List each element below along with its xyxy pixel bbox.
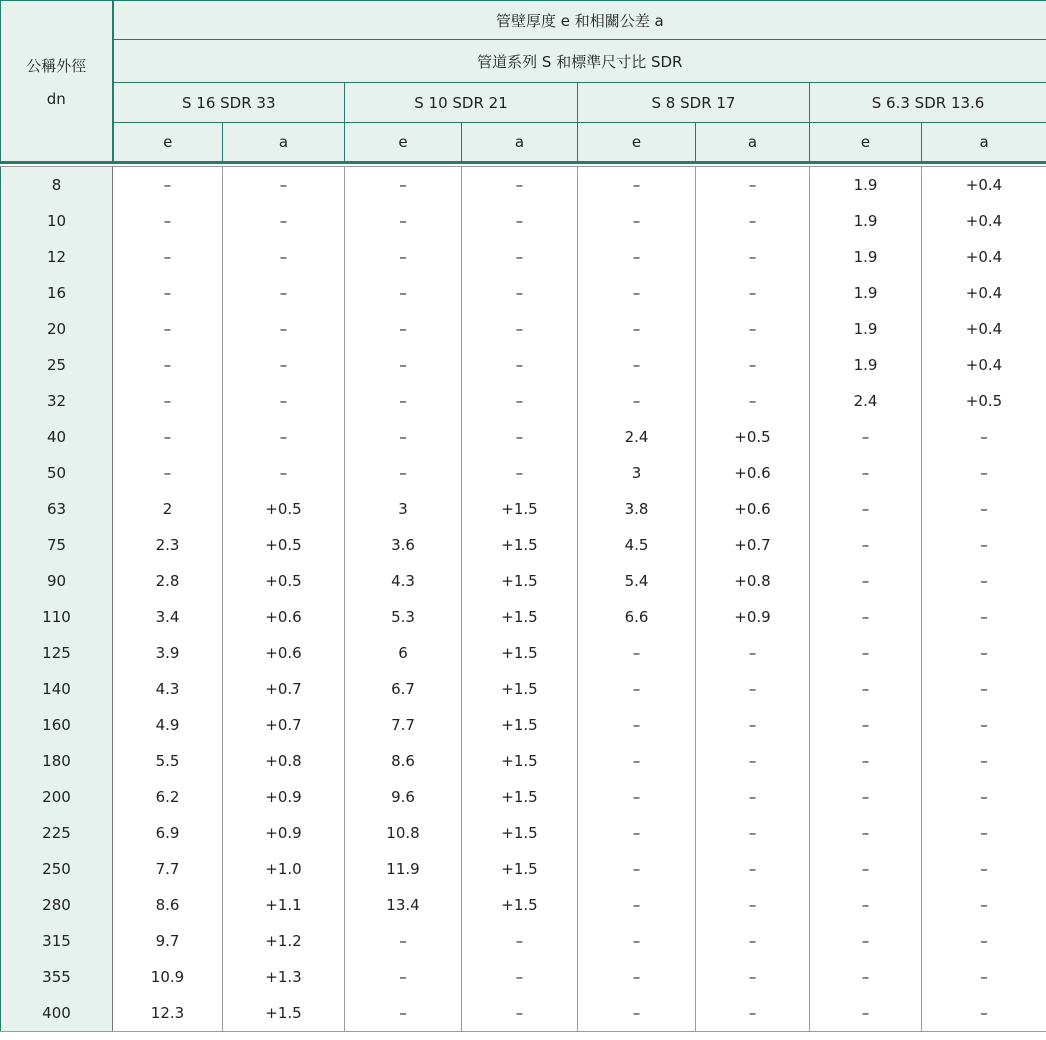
tolerance-cell: +0.8 [696,563,810,599]
tolerance-cell: +1.5 [462,635,578,671]
tolerance-cell: – [223,275,345,311]
thickness-cell: – [810,419,922,455]
dn-cell: 25 [1,347,113,383]
thickness-cell: – [810,851,922,887]
thickness-cell: 6.9 [113,815,223,851]
thickness-cell: – [578,239,696,275]
thickness-cell: – [810,923,922,959]
thickness-cell: – [578,923,696,959]
tolerance-cell: +0.4 [922,203,1046,239]
table-row [1,743,1046,779]
thickness-cell: 3.6 [345,527,462,563]
thickness-cell: 10.8 [345,815,462,851]
table-row [1,347,1046,383]
thickness-cell: – [345,455,462,491]
thickness-cell: 2.4 [578,419,696,455]
thickness-cell: – [113,419,223,455]
thickness-cell: 4.5 [578,527,696,563]
dn-cell: 12 [1,239,113,275]
subcol-header: e [113,123,223,162]
tolerance-cell: – [922,419,1046,455]
dn-cell: 315 [1,923,113,959]
tolerance-cell: – [462,203,578,239]
dn-cell: 8 [1,167,113,204]
thickness-cell: – [810,959,922,995]
tolerance-cell: +1.5 [462,527,578,563]
tolerance-cell: +1.5 [462,851,578,887]
tolerance-cell: +0.6 [223,635,345,671]
thickness-cell: 5.5 [113,743,223,779]
tolerance-cell: +0.9 [223,815,345,851]
table-row [1,923,1046,959]
tolerance-cell: +0.7 [696,527,810,563]
tolerance-cell: – [696,707,810,743]
thickness-cell: 1.9 [810,167,922,204]
thickness-cell: – [810,635,922,671]
thickness-cell: 9.7 [113,923,223,959]
table-row [1,851,1046,887]
thickness-cell: – [578,779,696,815]
tolerance-cell: – [922,491,1046,527]
thickness-cell: 7.7 [113,851,223,887]
tolerance-cell: +0.5 [223,527,345,563]
dn-cell: 110 [1,599,113,635]
thickness-cell: – [345,239,462,275]
tolerance-cell: – [696,203,810,239]
thickness-cell: – [113,167,223,204]
thickness-cell: – [810,491,922,527]
thickness-cell: – [578,671,696,707]
tolerance-cell: – [462,959,578,995]
tolerance-cell: – [696,347,810,383]
dn-cell: 50 [1,455,113,491]
dn-header-cell [1,1,113,162]
thickness-cell: 1.9 [810,275,922,311]
tolerance-cell: +1.5 [462,779,578,815]
tolerance-cell: – [922,563,1046,599]
thickness-cell: – [578,815,696,851]
table-row [1,599,1046,635]
dn-cell: 63 [1,491,113,527]
tolerance-cell: +0.6 [696,455,810,491]
tolerance-cell: +0.9 [696,599,810,635]
tolerance-cell: +1.0 [223,851,345,887]
thickness-cell: – [113,203,223,239]
dn-cell: 140 [1,671,113,707]
tolerance-cell: – [462,239,578,275]
tolerance-cell: +1.5 [462,887,578,923]
table-row [1,527,1046,563]
thickness-cell: 1.9 [810,347,922,383]
subcol-header: a [223,123,345,162]
tolerance-cell: +0.4 [922,275,1046,311]
dn-cell: 16 [1,275,113,311]
dn-cell: 180 [1,743,113,779]
table-row [1,563,1046,599]
thickness-cell: – [345,959,462,995]
tolerance-cell: – [462,347,578,383]
thickness-cell: – [113,275,223,311]
tolerance-cell: – [922,779,1046,815]
tolerance-cell: – [922,455,1046,491]
table-row [1,239,1046,275]
tolerance-cell: – [223,167,345,204]
table-row [1,671,1046,707]
tolerance-cell: – [462,167,578,204]
tolerance-cell: +1.5 [462,671,578,707]
thickness-cell: – [113,383,223,419]
tolerance-cell: – [462,383,578,419]
tolerance-cell: +0.4 [922,239,1046,275]
thickness-cell: – [345,203,462,239]
tolerance-cell: – [462,995,578,1032]
tolerance-cell: +0.4 [922,167,1046,204]
thickness-cell: 9.6 [345,779,462,815]
header-divider [0,162,1046,164]
table-subtitle: 管道系列 S 和標準尺寸比 SDR [113,40,1046,83]
thickness-cell: 6.2 [113,779,223,815]
tolerance-cell: – [696,671,810,707]
dn-cell: 250 [1,851,113,887]
subcol-header: a [696,123,810,162]
tolerance-cell: +1.5 [462,707,578,743]
table-row [1,707,1046,743]
tolerance-cell: +1.5 [462,563,578,599]
table-row [1,419,1046,455]
tolerance-cell: – [696,815,810,851]
tolerance-cell: – [462,419,578,455]
thickness-cell: – [113,311,223,347]
series-header: S 10 SDR 21 [345,83,578,123]
tolerance-cell: +0.4 [922,347,1046,383]
table-row [1,167,1046,204]
thickness-cell: 6.7 [345,671,462,707]
tolerance-cell: – [696,851,810,887]
tolerance-cell: – [696,311,810,347]
dn-cell: 125 [1,635,113,671]
tolerance-cell: +0.7 [223,671,345,707]
subcol-header: a [922,123,1046,162]
thickness-cell: 6 [345,635,462,671]
dn-symbol: dn [46,89,66,108]
thickness-cell: – [810,599,922,635]
thickness-cell: – [578,347,696,383]
tolerance-cell: – [922,923,1046,959]
thickness-cell: 5.3 [345,599,462,635]
tolerance-cell: – [696,383,810,419]
tolerance-cell: – [696,779,810,815]
dn-label: 公稱外徑 [26,56,87,75]
subcol-header: e [578,123,696,162]
tolerance-cell: – [922,887,1046,923]
thickness-cell: – [810,527,922,563]
thickness-cell: – [578,275,696,311]
tolerance-cell: +0.5 [696,419,810,455]
dn-cell: 10 [1,203,113,239]
thickness-cell: 4.9 [113,707,223,743]
thickness-cell: – [810,887,922,923]
tolerance-cell: – [696,887,810,923]
tolerance-cell: – [696,959,810,995]
table-row [1,995,1046,1032]
thickness-cell: 11.9 [345,851,462,887]
thickness-cell: – [810,815,922,851]
thickness-cell: 2.3 [113,527,223,563]
tolerance-cell: – [223,311,345,347]
tolerance-cell: +0.5 [922,383,1046,419]
thickness-cell: – [578,743,696,779]
tolerance-cell: – [696,275,810,311]
thickness-cell: – [578,635,696,671]
tolerance-cell: – [223,203,345,239]
thickness-cell: – [578,707,696,743]
thickness-cell: – [113,239,223,275]
tolerance-cell: +1.5 [462,491,578,527]
thickness-cell: – [810,455,922,491]
tolerance-cell: – [223,239,345,275]
tolerance-cell: – [922,707,1046,743]
thickness-cell: – [345,995,462,1032]
tolerance-cell: +0.4 [922,311,1046,347]
tolerance-cell: – [922,635,1046,671]
thickness-cell: – [345,419,462,455]
table-title: 管壁厚度 e 和相關公差 a [113,1,1046,40]
series-header: S 6.3 SDR 13.6 [810,83,1046,123]
thickness-cell: 5.4 [578,563,696,599]
tolerance-cell: – [696,923,810,959]
table-row [1,491,1046,527]
table-row [1,311,1046,347]
thickness-cell: – [113,455,223,491]
thickness-cell: 2.4 [810,383,922,419]
dn-cell: 90 [1,563,113,599]
thickness-cell: 3 [578,455,696,491]
thickness-cell: 2.8 [113,563,223,599]
subcol-header: e [345,123,462,162]
tolerance-cell: +0.5 [223,491,345,527]
thickness-cell: 8.6 [113,887,223,923]
thickness-cell: – [810,779,922,815]
thickness-cell: – [345,275,462,311]
thickness-cell: – [345,383,462,419]
tolerance-cell: – [922,959,1046,995]
tolerance-cell: – [462,275,578,311]
tolerance-cell: – [922,671,1046,707]
tolerance-cell: – [696,635,810,671]
tolerance-cell: +1.5 [462,743,578,779]
table-row [1,455,1046,491]
dn-cell: 280 [1,887,113,923]
dn-cell: 160 [1,707,113,743]
thickness-cell: 2 [113,491,223,527]
tolerance-cell: +0.6 [223,599,345,635]
table-row [1,887,1046,923]
thickness-cell: 1.9 [810,239,922,275]
tolerance-cell: – [922,743,1046,779]
thickness-cell: – [578,383,696,419]
thickness-cell: 4.3 [113,671,223,707]
tolerance-cell: – [223,383,345,419]
dn-cell: 225 [1,815,113,851]
thickness-cell: – [345,311,462,347]
tolerance-cell: – [696,743,810,779]
tolerance-cell: +0.5 [223,563,345,599]
tolerance-cell: – [696,239,810,275]
thickness-cell: 13.4 [345,887,462,923]
thickness-cell: – [810,707,922,743]
tolerance-cell: – [462,923,578,959]
table-row [1,959,1046,995]
tolerance-cell: – [696,167,810,204]
thickness-cell: 3.9 [113,635,223,671]
thickness-cell: – [810,743,922,779]
thickness-cell: 4.3 [345,563,462,599]
thickness-cell: – [578,851,696,887]
thickness-cell: 1.9 [810,203,922,239]
thickness-cell: – [345,167,462,204]
table-header [0,0,1046,162]
thickness-cell: – [345,923,462,959]
tolerance-cell: – [922,815,1046,851]
thickness-cell: 3 [345,491,462,527]
thickness-cell: 8.6 [345,743,462,779]
tolerance-cell: +1.5 [462,815,578,851]
tolerance-cell: – [922,995,1046,1032]
tolerance-cell: – [223,455,345,491]
subcol-header: e [810,123,922,162]
thickness-cell: 3.4 [113,599,223,635]
table-row [1,203,1046,239]
tolerance-cell: +1.5 [462,599,578,635]
tolerance-cell: +0.7 [223,707,345,743]
dn-cell: 20 [1,311,113,347]
thickness-cell: – [578,167,696,204]
tolerance-cell: +0.9 [223,779,345,815]
tolerance-cell: +1.2 [223,923,345,959]
table-row [1,635,1046,671]
thickness-cell: 1.9 [810,311,922,347]
dn-cell: 200 [1,779,113,815]
thickness-cell: 6.6 [578,599,696,635]
tolerance-cell: – [223,419,345,455]
series-header: S 16 SDR 33 [113,83,345,123]
thickness-cell: – [810,563,922,599]
dn-cell: 355 [1,959,113,995]
thickness-cell: – [578,959,696,995]
data-table [0,166,1046,1032]
thickness-cell: – [810,671,922,707]
tolerance-cell: – [462,455,578,491]
thickness-cell: – [578,203,696,239]
tolerance-cell: – [922,851,1046,887]
tolerance-cell: – [922,599,1046,635]
thickness-cell: – [113,347,223,383]
dn-cell: 32 [1,383,113,419]
tolerance-cell: +1.3 [223,959,345,995]
tolerance-cell: +1.5 [223,995,345,1032]
tolerance-cell: +0.8 [223,743,345,779]
thickness-cell: 7.7 [345,707,462,743]
thickness-cell: 3.8 [578,491,696,527]
thickness-cell: 12.3 [113,995,223,1032]
dn-cell: 40 [1,419,113,455]
table-row [1,275,1046,311]
tolerance-cell: – [223,347,345,383]
tolerance-cell: – [462,311,578,347]
thickness-cell: – [345,347,462,383]
tolerance-cell: +0.6 [696,491,810,527]
thickness-cell: – [578,995,696,1032]
table-row [1,815,1046,851]
thickness-cell: – [810,995,922,1032]
tolerance-cell: – [922,527,1046,563]
thickness-cell: – [578,887,696,923]
subcol-header: a [462,123,578,162]
tolerance-cell: +1.1 [223,887,345,923]
tolerance-cell: – [696,995,810,1032]
dn-cell: 400 [1,995,113,1032]
series-header: S 8 SDR 17 [578,83,810,123]
thickness-cell: – [578,311,696,347]
table-row [1,779,1046,815]
table-row [1,383,1046,419]
dn-cell: 75 [1,527,113,563]
thickness-cell: 10.9 [113,959,223,995]
